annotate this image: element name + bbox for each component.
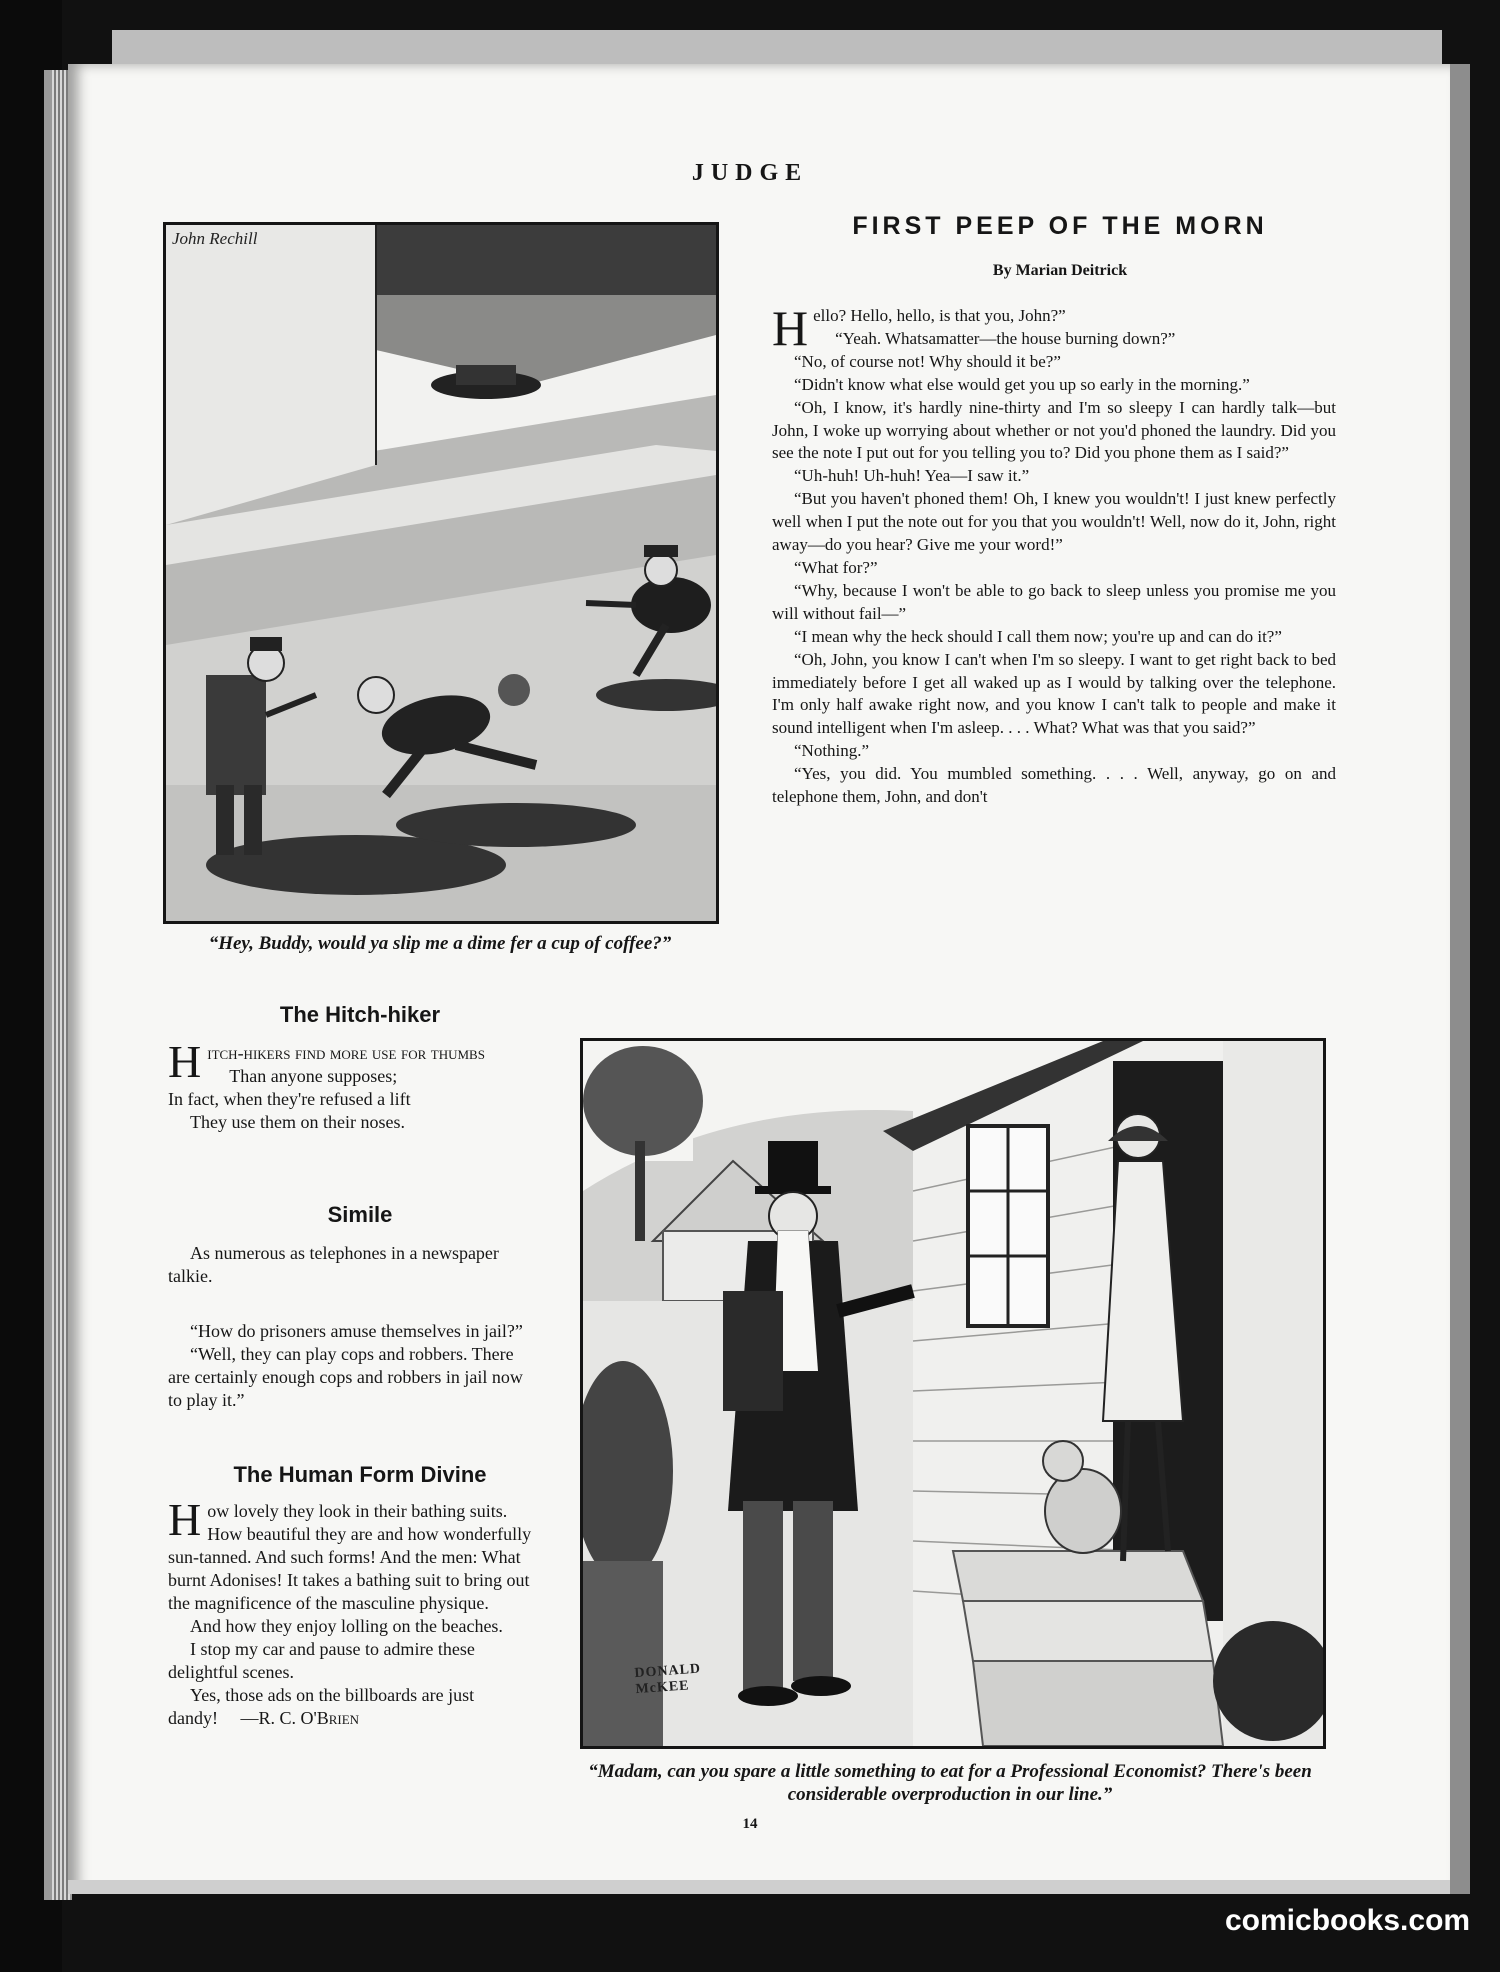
story-body [772, 300, 1336, 809]
artist-signature: DONALD McKEE [633, 1661, 702, 1698]
page-number: 14 [742, 1816, 758, 1832]
page-bottom-shade [68, 1880, 1450, 1894]
story-paragraph: “Why, because I won't be able to go back to sleep unless you promise me you will without fail—” [772, 580, 1336, 623]
story-dropcap: H [772, 300, 809, 356]
human-form-paragraph: How lovely they look in their bathing suits. How beautiful they are and how wonderfully sun-tanned. And such forms! And the men: What burnt Adonises! It takes a bathing suit to bring out the magnificence of the masculine physique. [168, 1494, 532, 1613]
story-paragraph: “Yes, you did. You mumbled something. . . . Well, anyway, go on and telephone them, John, and don't [772, 764, 1336, 807]
masthead: JUDGE [691, 160, 809, 186]
hitchhiker-poem [168, 1036, 540, 1134]
poem-line: Hitch-hikers find more use for thumbs [168, 1036, 485, 1087]
hitchhiker-dropcap: H [168, 1036, 202, 1087]
story-paragraph: “Yeah. Whatsamatter—the house burning down?” [835, 328, 1176, 348]
human-form-paragraph: And how they enjoy lolling on the beaches. [190, 1616, 503, 1636]
human-form-text [168, 1494, 540, 1730]
simile-title: Simile [327, 1202, 393, 1227]
human-form-paragraph: I stop my car and pause to admire these delightful scenes. [168, 1639, 475, 1682]
story-paragraph: “Didn't know what else would get you up so early in the morning.” [794, 374, 1250, 394]
story-paragraph: “I mean why the heck should I call them now; you're up and can do it?” [794, 626, 1282, 646]
cartoon2-caption: “Madam, can you spare a little something to eat for a Professional Economist? There's been considerable overproduction in our line.” [588, 1761, 1312, 1805]
story-paragraph: “Oh, John, you know I can't when I'm so sleepy. I want to get right back to bed immediately before I get all waked up as I would by talking over the telephone. I'm only half awake right now, and you know I can't talk to people and make it sound intelligent when I'm asleep. . . . What? What was that you said?” [772, 649, 1336, 738]
cartoon-economist [580, 1038, 1326, 1749]
jail-joke [168, 1320, 540, 1412]
joke-question: “How do prisoners amuse themselves in jail?” [190, 1321, 523, 1341]
human-form-paragraph: Yes, those ads on the billboards are just dandy! —R. C. O'Brien [168, 1685, 475, 1728]
story-paragraph: “Uh-huh! Uh-huh! Yea—I saw it.” [794, 466, 1030, 486]
cartoon1-caption: “Hey, Buddy, would ya slip me a dime fer a cup of coffee?” [208, 933, 672, 954]
human-form-author: —R. C. O'Brien [240, 1708, 360, 1728]
story-byline: By Marian Deitrick [992, 262, 1128, 279]
story-paragraph: “Oh, I know, it's hardly nine-thirty and I'm so sleepy I can hardly talk—but John, I woke up worrying about whether or not you'd phoned the laundry. Did you see the note I put out for you telling you to? Did you phone them as I said?” [772, 397, 1336, 463]
story-paragraph: “No, of course not! Why should it be?” [794, 351, 1061, 371]
economist-door-illustration [583, 1041, 1323, 1746]
story-paragraph: “Nothing.” [794, 741, 870, 761]
page-right-edge [1450, 64, 1470, 1894]
poem-line: In fact, when they're refused a lift [168, 1089, 411, 1109]
story-title: FIRST PEEP OF THE MORN [852, 212, 1268, 240]
watermark: comicbooks.com [1225, 1904, 1471, 1937]
poem-line: They use them on their noses. [190, 1112, 405, 1132]
human-form-dropcap: H [168, 1494, 202, 1545]
story-paragraph: Hello? Hello, hello, is that you, John?” [772, 300, 1066, 356]
story-paragraph: “But you haven't phoned them! Oh, I knew you wouldn't! I just knew perfectly well when I put the note out for you that you wouldn't! Well, now do it, John, right away—do you hear? Give me your word!” [772, 489, 1336, 555]
human-form-title: The Human Form Divine [233, 1462, 487, 1487]
story-paragraph: “What for?” [794, 557, 878, 577]
simile-text: As numerous as telephones in a newspaper talkie. [168, 1243, 499, 1286]
street-scene-illustration [166, 225, 716, 921]
joke-answer: “Well, they can play cops and robbers. There are certainly enough cops and robbers in jail now to play it.” [168, 1344, 523, 1410]
poem-line: Than anyone supposes; [229, 1066, 398, 1086]
hitchhiker-title: The Hitch-hiker [279, 1002, 441, 1027]
artist-signature: John Rechill [172, 229, 258, 248]
cartoon-street-beggar [163, 222, 719, 924]
